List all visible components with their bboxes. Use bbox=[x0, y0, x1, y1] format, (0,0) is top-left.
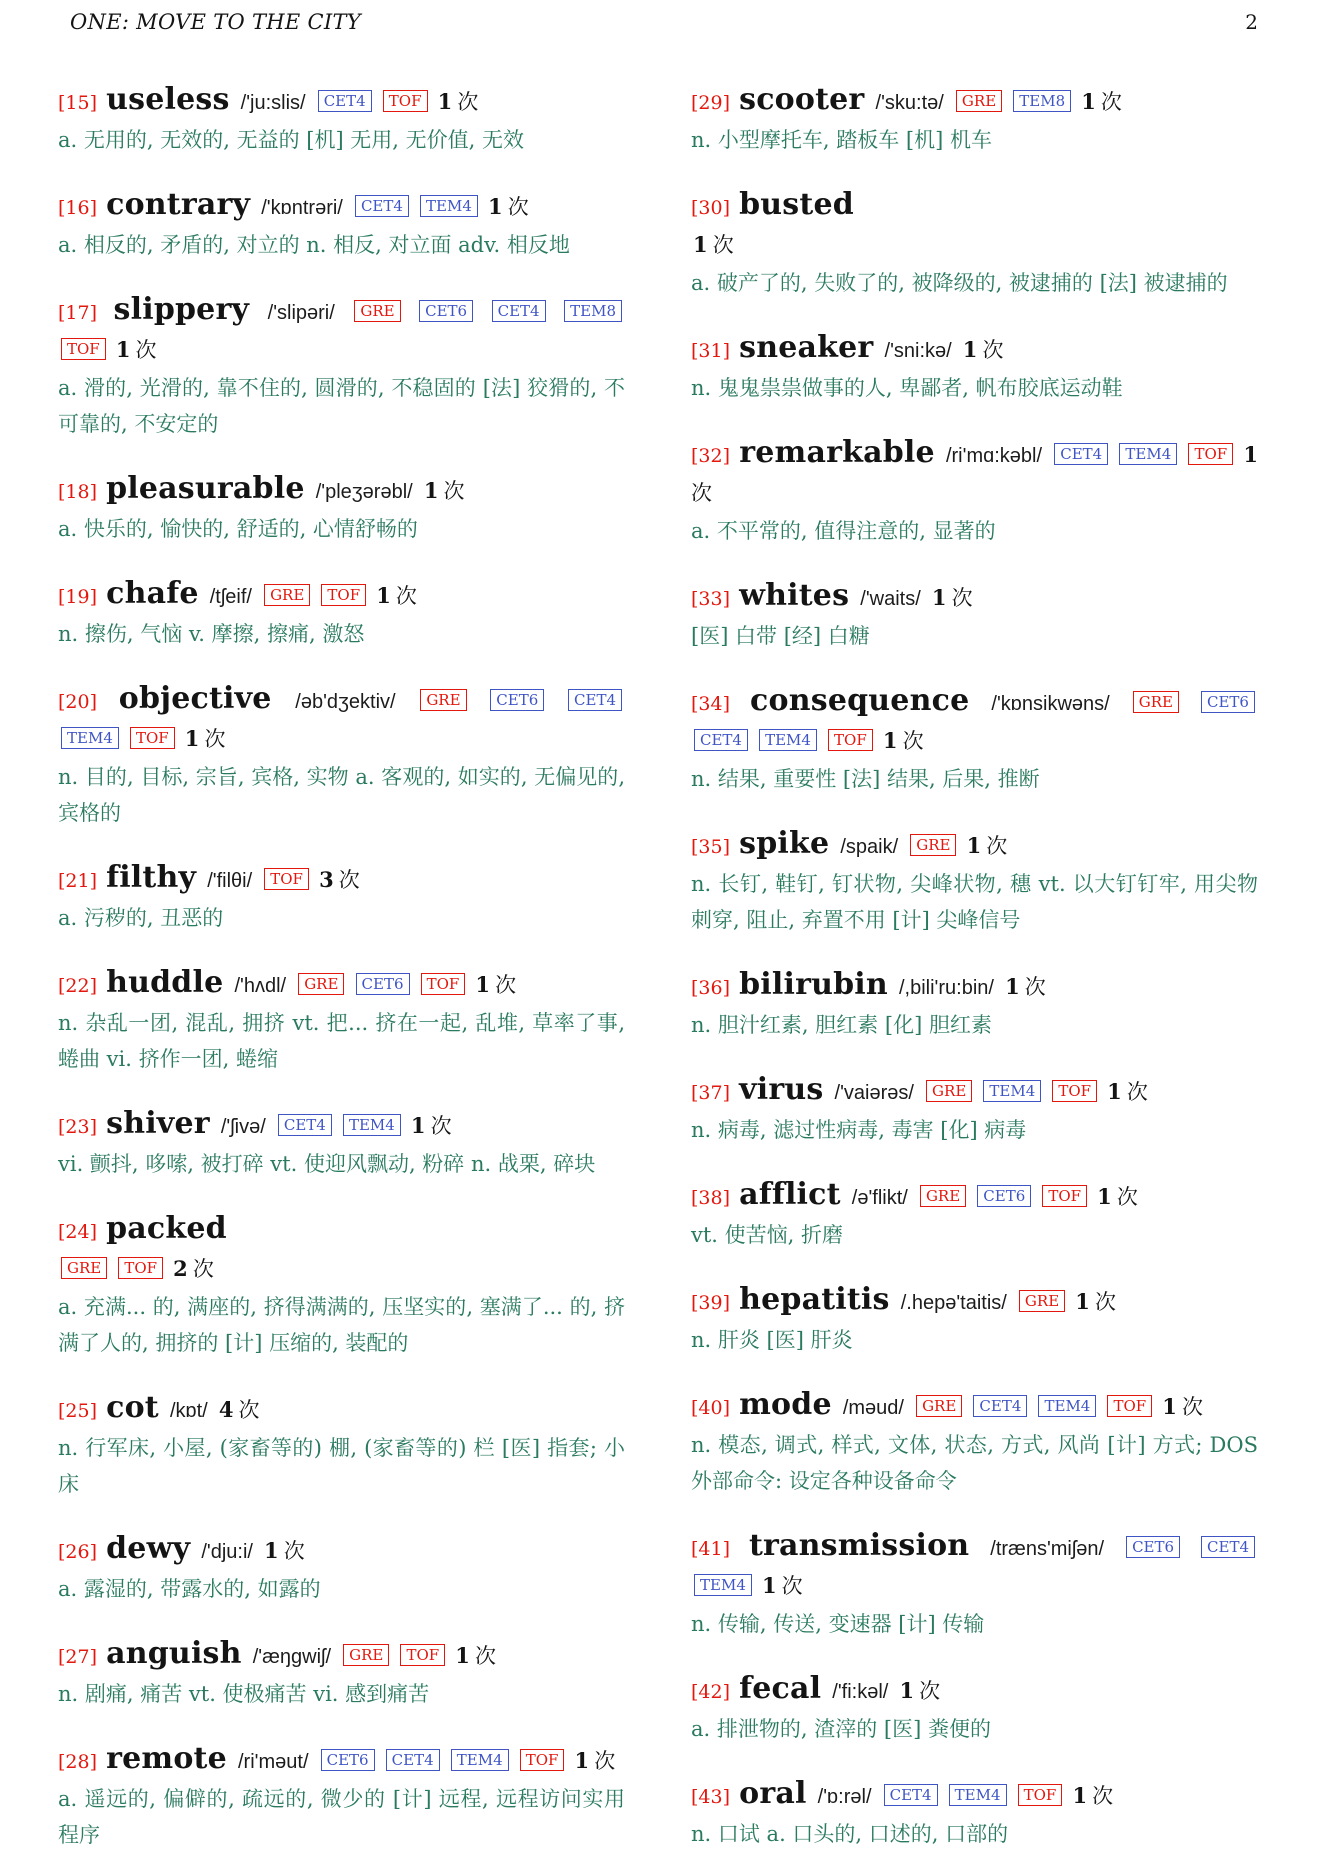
exam-tag-tem4: TEM4 bbox=[1119, 443, 1177, 465]
headword: virus bbox=[739, 1072, 824, 1107]
dictionary-entry bbox=[58, 471, 625, 547]
frequency-count: 1 bbox=[882, 728, 898, 753]
frequency-count: 2 bbox=[173, 1256, 188, 1281]
exam-tag-tof: TOF bbox=[118, 1257, 163, 1279]
exam-tag-tem4: TEM4 bbox=[1038, 1395, 1096, 1417]
frequency-unit: 次 bbox=[1024, 975, 1046, 999]
definition: [医] 白带 [经] 白糖 bbox=[691, 624, 870, 648]
definition: n. 擦伤, 气恼 v. 摩擦, 擦痛, 激怒 bbox=[58, 622, 365, 646]
exam-tag-cet4: CET4 bbox=[884, 1784, 938, 1806]
frequency-count: 1 bbox=[437, 89, 453, 114]
entry-index: [32] bbox=[691, 445, 731, 467]
definition: a. 遥远的, 偏僻的, 疏远的, 微少的 [计] 远程, 远程访问实用程序 bbox=[58, 1787, 625, 1847]
phonetic-transcription: /ri'mɑ:kəbl/ bbox=[945, 445, 1043, 467]
exam-tag-gre: GRE bbox=[1019, 1290, 1065, 1312]
frequency-unit: 次 bbox=[338, 868, 360, 892]
entry-index: [20] bbox=[58, 691, 98, 713]
entry-headline bbox=[691, 330, 1258, 370]
headword: objective bbox=[118, 681, 272, 716]
definition: n. 胆汁红素, 胆红素 [化] 胆红素 bbox=[691, 1013, 992, 1037]
right-column bbox=[691, 82, 1258, 1870]
exam-tag-cet6: CET6 bbox=[490, 689, 544, 711]
dictionary-entry bbox=[58, 860, 625, 936]
definition: n. 肝炎 [医] 肝炎 bbox=[691, 1328, 853, 1352]
phonetic-transcription: /'pleʒərəbl/ bbox=[315, 481, 413, 503]
entry-headline bbox=[58, 681, 625, 759]
phonetic-transcription: /məud/ bbox=[842, 1397, 904, 1419]
frequency-unit: 次 bbox=[204, 727, 226, 751]
frequency-unit: 次 bbox=[457, 90, 479, 114]
frequency-unit: 次 bbox=[430, 1114, 452, 1138]
entry-index: [35] bbox=[691, 836, 731, 858]
entry-index: [16] bbox=[58, 197, 98, 219]
entry-index: [30] bbox=[691, 197, 731, 219]
dictionary-entry bbox=[691, 330, 1258, 406]
entry-headline bbox=[58, 1106, 625, 1146]
definition: n. 结果, 重要性 [法] 结果, 后果, 推断 bbox=[691, 767, 1040, 791]
frequency-count: 1 bbox=[475, 972, 491, 997]
entry-index: [40] bbox=[691, 1397, 731, 1419]
frequency-unit: 次 bbox=[1100, 90, 1122, 114]
headword: afflict bbox=[739, 1177, 841, 1212]
definition: n. 传输, 传送, 变速器 [计] 传输 bbox=[691, 1612, 985, 1636]
exam-tag-tof: TOF bbox=[1052, 1080, 1097, 1102]
definition: a. 露湿的, 带露水的, 如露的 bbox=[58, 1577, 321, 1601]
phonetic-transcription: /'waits/ bbox=[860, 588, 921, 610]
entry-index: [29] bbox=[691, 92, 731, 114]
entry-index: [22] bbox=[58, 975, 98, 997]
exam-tag-cet4: CET4 bbox=[386, 1749, 440, 1771]
dictionary-entry bbox=[58, 1741, 625, 1853]
frequency-count: 1 bbox=[1107, 1079, 1122, 1104]
frequency-count: 4 bbox=[218, 1397, 234, 1422]
entry-index: [41] bbox=[691, 1538, 731, 1560]
phonetic-transcription: /træns'miʃən/ bbox=[990, 1538, 1105, 1560]
exam-tag-cet4: CET4 bbox=[318, 90, 372, 112]
exam-tag-gre: GRE bbox=[354, 300, 400, 322]
definition: a. 不平常的, 值得注意的, 显著的 bbox=[691, 519, 996, 543]
headword: anguish bbox=[106, 1636, 242, 1671]
headword: scooter bbox=[739, 82, 865, 117]
entry-index: [31] bbox=[691, 340, 731, 362]
phonetic-transcription: /.hepə'taitis/ bbox=[900, 1292, 1007, 1314]
exam-tag-gre: GRE bbox=[910, 834, 956, 856]
entry-index: [26] bbox=[58, 1541, 98, 1563]
dictionary-entry bbox=[58, 681, 625, 831]
word-list bbox=[58, 82, 1262, 1870]
exam-tag-tof: TOF bbox=[1107, 1395, 1152, 1417]
frequency-unit: 次 bbox=[712, 233, 734, 257]
dictionary-entry bbox=[691, 683, 1258, 797]
entry-headline bbox=[691, 187, 1258, 265]
frequency-count: 1 bbox=[1243, 442, 1258, 467]
entry-index: [18] bbox=[58, 481, 98, 503]
definition: a. 污秽的, 丑恶的 bbox=[58, 906, 224, 930]
entry-index: [15] bbox=[58, 92, 98, 114]
phonetic-transcription: /'sku:tə/ bbox=[875, 92, 944, 114]
exam-tag-tof: TOF bbox=[264, 868, 309, 890]
phonetic-transcription: /'kɒntrəri/ bbox=[261, 197, 343, 219]
exam-tag-gre: GRE bbox=[61, 1257, 107, 1279]
exam-tag-gre: GRE bbox=[298, 973, 344, 995]
frequency-unit: 次 bbox=[443, 479, 465, 503]
frequency-count: 1 bbox=[1162, 1394, 1177, 1419]
exam-tag-tof: TOF bbox=[61, 338, 106, 360]
dictionary-entry bbox=[691, 1072, 1258, 1148]
frequency-unit: 次 bbox=[1094, 1290, 1116, 1314]
headword: huddle bbox=[106, 965, 224, 1000]
definition: a. 无用的, 无效的, 无益的 [机] 无用, 无价值, 无效 bbox=[58, 128, 525, 152]
entry-headline bbox=[691, 82, 1258, 122]
exam-tag-gre: GRE bbox=[926, 1080, 972, 1102]
exam-tag-cet6: CET6 bbox=[1126, 1536, 1180, 1558]
frequency-unit: 次 bbox=[691, 481, 712, 505]
exam-tag-gre: GRE bbox=[1133, 691, 1179, 713]
phonetic-transcription: /'kɒnsikwəns/ bbox=[991, 693, 1110, 715]
headword: busted bbox=[739, 187, 854, 222]
phonetic-transcription: /'filθi/ bbox=[207, 870, 253, 892]
entry-index: [23] bbox=[58, 1116, 98, 1138]
exam-tag-tof: TOF bbox=[1018, 1784, 1063, 1806]
frequency-count: 1 bbox=[264, 1538, 279, 1563]
frequency-unit: 次 bbox=[594, 1749, 616, 1773]
phonetic-transcription: /'slipəri/ bbox=[267, 302, 335, 324]
frequency-unit: 次 bbox=[395, 584, 417, 608]
exam-tag-tem4: TEM4 bbox=[343, 1114, 401, 1136]
entry-headline bbox=[58, 1390, 625, 1430]
exam-tag-tof: TOF bbox=[421, 973, 466, 995]
dictionary-entry bbox=[58, 965, 625, 1077]
entry-headline bbox=[691, 1177, 1258, 1217]
frequency-count: 1 bbox=[931, 585, 947, 610]
dictionary-entry bbox=[691, 1671, 1258, 1747]
entry-headline bbox=[691, 683, 1258, 761]
entry-index: [38] bbox=[691, 1187, 731, 1209]
phonetic-transcription: /'hʌdl/ bbox=[234, 975, 287, 997]
dictionary-entry bbox=[58, 1531, 625, 1607]
entry-index: [37] bbox=[691, 1082, 731, 1104]
phonetic-transcription: /spaik/ bbox=[840, 836, 899, 858]
exam-tag-gre: GRE bbox=[920, 1185, 966, 1207]
phonetic-transcription: /ə'flikt/ bbox=[851, 1187, 908, 1209]
headword: useless bbox=[106, 82, 230, 117]
frequency-unit: 次 bbox=[986, 834, 1008, 858]
phonetic-transcription: /'ʃivə/ bbox=[220, 1116, 266, 1138]
exam-tag-cet4: CET4 bbox=[492, 300, 546, 322]
headword: spike bbox=[739, 826, 830, 861]
definition: n. 口试 a. 口头的, 口述的, 口部的 bbox=[691, 1822, 1009, 1846]
frequency-count: 1 bbox=[693, 232, 708, 257]
entry-index: [36] bbox=[691, 977, 731, 999]
headword: pleasurable bbox=[106, 471, 305, 506]
entry-headline bbox=[691, 1776, 1258, 1816]
headword: dewy bbox=[106, 1531, 191, 1566]
dictionary-entry bbox=[691, 1177, 1258, 1253]
entry-index: [19] bbox=[58, 586, 98, 608]
frequency-count: 1 bbox=[410, 1113, 426, 1138]
exam-tag-tem4: TEM4 bbox=[983, 1080, 1041, 1102]
frequency-unit: 次 bbox=[1126, 1080, 1148, 1104]
headword: oral bbox=[739, 1776, 807, 1811]
exam-tag-tem4: TEM4 bbox=[61, 727, 119, 749]
definition: n. 小型摩托车, 踏板车 [机] 机车 bbox=[691, 128, 992, 152]
entry-index: [34] bbox=[691, 693, 731, 715]
definition: a. 滑的, 光滑的, 靠不住的, 圆滑的, 不稳固的 [法] 狡猾的, 不可靠的, 不安定的 bbox=[58, 376, 625, 436]
dictionary-entry bbox=[58, 1390, 625, 1502]
exam-tag-cet4: CET4 bbox=[1201, 1536, 1255, 1558]
definition: n. 长钉, 鞋钉, 钉状物, 尖峰状物, 穗 vt. 以大钉钉牢, 用尖物刺穿, 阻止, 弃置不用 [计] 尖峰信号 bbox=[691, 872, 1258, 932]
phonetic-transcription: /'sni:kə/ bbox=[884, 340, 952, 362]
frequency-count: 1 bbox=[761, 1573, 777, 1598]
phonetic-transcription: /əb'dʒektiv/ bbox=[295, 691, 396, 713]
entry-headline bbox=[58, 576, 625, 616]
frequency-count: 1 bbox=[574, 1748, 590, 1773]
headword: hepatitis bbox=[739, 1282, 890, 1317]
headword: filthy bbox=[106, 860, 197, 895]
dictionary-entry bbox=[691, 826, 1258, 938]
headword: cot bbox=[106, 1390, 159, 1425]
entry-headline bbox=[58, 860, 625, 900]
definition: n. 鬼鬼祟祟做事的人, 卑鄙者, 帆布胶底运动鞋 bbox=[691, 376, 1123, 400]
frequency-count: 3 bbox=[319, 867, 334, 892]
frequency-count: 1 bbox=[966, 833, 982, 858]
entry-headline bbox=[691, 1528, 1258, 1606]
phonetic-transcription: /tʃeif/ bbox=[209, 586, 252, 608]
exam-tag-tof: TOF bbox=[383, 90, 428, 112]
entry-index: [24] bbox=[58, 1221, 98, 1243]
frequency-unit: 次 bbox=[951, 586, 973, 610]
frequency-count: 1 bbox=[487, 194, 503, 219]
dictionary-entry bbox=[691, 1282, 1258, 1358]
dictionary-entry bbox=[691, 1528, 1258, 1642]
phonetic-transcription: /'ɒ:rəl/ bbox=[817, 1786, 872, 1808]
entry-index: [27] bbox=[58, 1646, 98, 1668]
frequency-unit: 次 bbox=[1181, 1395, 1203, 1419]
frequency-unit: 次 bbox=[781, 1574, 803, 1598]
exam-tag-gre: GRE bbox=[916, 1395, 962, 1417]
phonetic-transcription: /ri'məut/ bbox=[238, 1751, 309, 1773]
headword: chafe bbox=[106, 576, 199, 611]
frequency-count: 1 bbox=[1072, 1783, 1088, 1808]
phonetic-transcription: /'fi:kəl/ bbox=[832, 1681, 889, 1703]
headword: mode bbox=[739, 1387, 832, 1422]
headword: slippery bbox=[113, 292, 250, 327]
phonetic-transcription: /'ju:slis/ bbox=[240, 92, 306, 114]
headword: fecal bbox=[739, 1671, 822, 1706]
entry-headline bbox=[58, 292, 625, 370]
frequency-count: 1 bbox=[376, 583, 391, 608]
frequency-unit: 次 bbox=[475, 1644, 496, 1668]
exam-tag-cet6: CET6 bbox=[977, 1185, 1031, 1207]
frequency-unit: 次 bbox=[919, 1679, 941, 1703]
frequency-unit: 次 bbox=[902, 729, 924, 753]
frequency-count: 1 bbox=[184, 726, 200, 751]
exam-tag-cet4: CET4 bbox=[973, 1395, 1027, 1417]
dictionary-entry bbox=[691, 967, 1258, 1043]
entry-index: [39] bbox=[691, 1292, 731, 1314]
frequency-unit: 次 bbox=[135, 338, 157, 362]
definition: n. 杂乱一团, 混乱, 拥挤 vt. 把... 挤在一起, 乱堆, 草率了事, 蜷曲 vi. 挤作一团, 蜷缩 bbox=[58, 1011, 625, 1071]
definition: n. 行军床, 小屋, (家畜等的) 棚, (家畜等的) 栏 [医] 指套; 小床 bbox=[58, 1436, 625, 1496]
exam-tag-tem4: TEM4 bbox=[694, 1574, 752, 1596]
frequency-unit: 次 bbox=[982, 338, 1004, 362]
dictionary-entry bbox=[58, 576, 625, 652]
headword: consequence bbox=[750, 683, 970, 718]
exam-tag-cet6: CET6 bbox=[419, 300, 473, 322]
frequency-count: 1 bbox=[1097, 1184, 1112, 1209]
frequency-count: 1 bbox=[455, 1643, 470, 1668]
frequency-count: 1 bbox=[962, 337, 978, 362]
exam-tag-tem4: TEM4 bbox=[451, 1749, 509, 1771]
frequency-unit: 次 bbox=[1092, 1784, 1114, 1808]
entry-index: [33] bbox=[691, 588, 731, 610]
entry-headline bbox=[58, 1741, 625, 1781]
dictionary-entry bbox=[58, 187, 625, 263]
frequency-count: 1 bbox=[1075, 1289, 1090, 1314]
entry-headline bbox=[58, 82, 625, 122]
exam-tag-tem8: TEM8 bbox=[1013, 90, 1071, 112]
entry-headline bbox=[691, 1072, 1258, 1112]
exam-tag-tof: TOF bbox=[1188, 443, 1233, 465]
definition: a. 排泄物的, 渣滓的 [医] 粪便的 bbox=[691, 1717, 991, 1741]
exam-tag-cet4: CET4 bbox=[355, 195, 409, 217]
headword: contrary bbox=[106, 187, 251, 222]
entry-headline bbox=[58, 965, 625, 1005]
entry-index: [43] bbox=[691, 1786, 731, 1808]
frequency-count: 1 bbox=[1005, 974, 1020, 999]
frequency-count: 1 bbox=[1081, 89, 1096, 114]
dictionary-entry bbox=[691, 1776, 1258, 1852]
entry-headline bbox=[58, 1636, 625, 1676]
definition: a. 相反的, 矛盾的, 对立的 n. 相反, 对立面 adv. 相反地 bbox=[58, 233, 570, 257]
definition: vi. 颤抖, 哆嗦, 被打碎 vt. 使迎风飘动, 粉碎 n. 战栗, 碎块 bbox=[58, 1152, 596, 1176]
exam-tag-tem4: TEM4 bbox=[420, 195, 478, 217]
frequency-unit: 次 bbox=[238, 1398, 260, 1422]
dictionary-entry bbox=[691, 187, 1258, 301]
exam-tag-cet4: CET4 bbox=[694, 729, 748, 751]
exam-tag-tof: TOF bbox=[130, 727, 175, 749]
exam-tag-cet6: CET6 bbox=[356, 973, 410, 995]
exam-tag-tof: TOF bbox=[1042, 1185, 1087, 1207]
exam-tag-cet4: CET4 bbox=[1054, 443, 1108, 465]
definition: a. 充满... 的, 满座的, 挤得满满的, 压坚实的, 塞满了... 的, 挤满了人的, 拥挤的 [计] 压缩的, 装配的 bbox=[58, 1295, 625, 1355]
definition: n. 剧痛, 痛苦 vt. 使极痛苦 vi. 感到痛苦 bbox=[58, 1682, 430, 1706]
dictionary-entry bbox=[691, 82, 1258, 158]
exam-tag-tof: TOF bbox=[321, 584, 366, 606]
exam-tag-tem4: TEM4 bbox=[949, 1784, 1007, 1806]
exam-tag-tof: TOF bbox=[828, 729, 873, 751]
headword: sneaker bbox=[739, 330, 874, 365]
entry-headline bbox=[58, 471, 625, 511]
entry-headline bbox=[691, 967, 1258, 1007]
page-header bbox=[58, 8, 1262, 36]
exam-tag-gre: GRE bbox=[420, 689, 466, 711]
entry-index: [28] bbox=[58, 1751, 98, 1773]
entry-headline bbox=[691, 1671, 1258, 1711]
headword: whites bbox=[739, 578, 850, 613]
dictionary-entry bbox=[691, 435, 1258, 549]
frequency-count: 1 bbox=[423, 478, 439, 503]
dictionary-entry bbox=[58, 1636, 625, 1712]
dictionary-entry bbox=[58, 82, 625, 158]
entry-headline bbox=[691, 435, 1258, 513]
phonetic-transcription: /'dju:i/ bbox=[201, 1541, 253, 1563]
frequency-unit: 次 bbox=[495, 973, 517, 997]
entry-headline bbox=[58, 187, 625, 227]
definition: vt. 使苦恼, 折磨 bbox=[691, 1223, 844, 1247]
exam-tag-cet4: CET4 bbox=[568, 689, 622, 711]
definition: n. 模态, 调式, 样式, 文体, 状态, 方式, 风尚 [计] 方式; DOS 外部命令: 设定各种设备命令 bbox=[691, 1433, 1258, 1493]
exam-tag-tof: TOF bbox=[520, 1749, 565, 1771]
exam-tag-gre: GRE bbox=[956, 90, 1002, 112]
headword: transmission bbox=[748, 1528, 970, 1563]
entry-headline bbox=[58, 1211, 625, 1289]
definition: n. 目的, 目标, 宗旨, 宾格, 实物 a. 客观的, 如实的, 无偏见的, 宾格的 bbox=[58, 765, 625, 825]
headword: remarkable bbox=[739, 435, 935, 470]
entry-headline bbox=[58, 1531, 625, 1571]
phonetic-transcription: /,bili'ru:bin/ bbox=[898, 977, 994, 999]
dictionary-entry bbox=[58, 1211, 625, 1361]
exam-tag-tof: TOF bbox=[400, 1644, 445, 1666]
exam-tag-cet6: CET6 bbox=[321, 1749, 375, 1771]
exam-tag-gre: GRE bbox=[343, 1644, 389, 1666]
definition: n. 病毒, 滤过性病毒, 毒害 [化] 病毒 bbox=[691, 1118, 1027, 1142]
entry-index: [17] bbox=[58, 302, 98, 324]
headword: shiver bbox=[106, 1106, 210, 1141]
frequency-unit: 次 bbox=[1116, 1185, 1138, 1209]
phonetic-transcription: /'vaiərəs/ bbox=[834, 1082, 914, 1104]
dictionary-entry bbox=[58, 292, 625, 442]
definition: a. 破产了的, 失败了的, 被降级的, 被逮捕的 [法] 被逮捕的 bbox=[691, 271, 1228, 295]
frequency-unit: 次 bbox=[507, 195, 529, 219]
entry-headline bbox=[691, 578, 1258, 618]
exam-tag-gre: GRE bbox=[264, 584, 310, 606]
frequency-unit: 次 bbox=[283, 1539, 305, 1563]
section-title: ONE: MOVE TO THE CITY bbox=[70, 10, 361, 34]
entry-headline bbox=[691, 1282, 1258, 1322]
headword: bilirubin bbox=[739, 967, 888, 1002]
left-column bbox=[58, 82, 625, 1870]
phonetic-transcription: /'æŋgwiʃ/ bbox=[252, 1646, 332, 1668]
dictionary-entry bbox=[691, 1387, 1258, 1499]
dictionary-entry bbox=[58, 1106, 625, 1182]
dictionary-entry bbox=[691, 578, 1258, 654]
headword: remote bbox=[106, 1741, 227, 1776]
entry-index: [42] bbox=[691, 1681, 731, 1703]
exam-tag-cet6: CET6 bbox=[1201, 691, 1255, 713]
entry-headline bbox=[691, 826, 1258, 866]
entry-index: [25] bbox=[58, 1400, 98, 1422]
entry-index: [21] bbox=[58, 870, 98, 892]
page-number: 2 bbox=[1245, 10, 1258, 34]
headword: packed bbox=[106, 1211, 227, 1246]
frequency-count: 1 bbox=[115, 337, 131, 362]
definition: a. 快乐的, 愉快的, 舒适的, 心情舒畅的 bbox=[58, 517, 418, 541]
entry-headline bbox=[691, 1387, 1258, 1427]
frequency-unit: 次 bbox=[192, 1257, 214, 1281]
exam-tag-tem8: TEM8 bbox=[564, 300, 622, 322]
frequency-count: 1 bbox=[899, 1678, 915, 1703]
exam-tag-cet4: CET4 bbox=[278, 1114, 332, 1136]
exam-tag-tem4: TEM4 bbox=[759, 729, 817, 751]
phonetic-transcription: /kɒt/ bbox=[169, 1400, 208, 1422]
